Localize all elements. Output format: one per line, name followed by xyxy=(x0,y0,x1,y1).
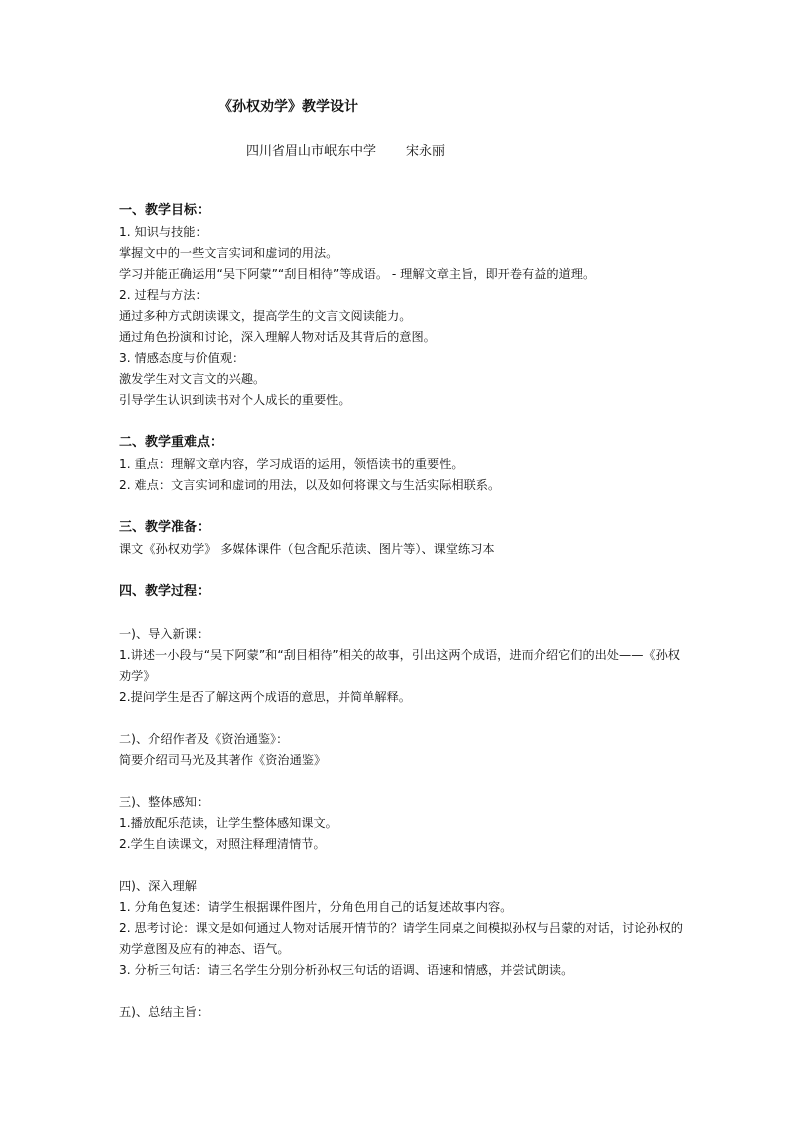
subsection-heading-summary: 五)、总结主旨： xyxy=(119,1005,210,1019)
subsection-heading-deep: 四)、深入理解 xyxy=(119,879,197,893)
section-heading-key-points: 二、教学重难点： xyxy=(119,435,224,450)
section-heading-objectives: 一、教学目标： xyxy=(119,203,211,218)
document-title: 《孙权劝学》教学设计 xyxy=(218,99,358,115)
deep-line: 3. 分析三句话：请三名学生分别分析孙权三句话的语调、语速和情感，并尝试朗读。 xyxy=(119,963,574,977)
overall-line: 1.播放配乐范读，让学生整体感知课文。 xyxy=(119,816,338,830)
intro-line: 2.提问学生是否了解这两个成语的意思，并简单解释。 xyxy=(119,690,411,704)
key-points-line: 1. 重点：理解文章内容，学习成语的运用，领悟读书的重要性。 xyxy=(119,457,464,471)
spacer xyxy=(119,603,689,624)
key-points-line: 2. 难点：文言实词和虚词的用法，以及如何将课文与生活实际相联系。 xyxy=(119,478,501,492)
deep-line: 2. 思考讨论：课文是如何通过人物对话展开情节的？请学生同桌之间模拟孙权与吕蒙的对话，讨论孙权的劝学意图及应有的神态、语气。 xyxy=(119,921,683,956)
spacer xyxy=(119,855,689,876)
author-name: 宋永丽 xyxy=(406,144,446,159)
section-heading-preparation: 三、教学准备： xyxy=(119,520,211,535)
overall-line: 2.学生自读课文，对照注释理清情节。 xyxy=(119,837,326,851)
objectives-line: 通过多种方式朗读课文，提高学生的文言文阅读能力。 xyxy=(119,309,412,323)
subsection-heading-overall: 三)、整体感知： xyxy=(119,795,210,809)
section-heading-process: 四、教学过程： xyxy=(119,584,211,599)
objectives-line: 掌握文中的一些文言实词和虚词的用法。 xyxy=(119,246,339,260)
spacer xyxy=(119,981,689,1002)
spacer xyxy=(119,708,689,729)
document-body xyxy=(119,200,689,1023)
preparation-line: 课文《孙权劝学》 多媒体课件（包含配乐范读、图片等）、课堂练习本 xyxy=(119,542,495,556)
spacer xyxy=(119,771,689,792)
subsection-heading-author-intro: 二)、介绍作者及《资治通鉴》： xyxy=(119,732,289,746)
spacer xyxy=(119,411,689,432)
objectives-line: 3. 情感态度与价值观： xyxy=(119,351,245,365)
deep-line: 1. 分角色复述：请学生根据课件图片，分角色用自己的话复述故事内容。 xyxy=(119,900,513,914)
spacer xyxy=(119,560,689,581)
objectives-line: 学习并能正确运用“吴下阿蒙”“刮目相待”等成语。 - 理解文章主旨，即开卷有益的道理。 xyxy=(119,267,596,281)
intro-line: 1.讲述一小段与“吴下阿蒙”和“刮目相待”相关的故事，引出这两个成语，进而介绍它们的出处——《孙权劝学》 xyxy=(119,648,680,683)
objectives-line: 引导学生认识到读书对个人成长的重要性。 xyxy=(119,393,351,407)
author-school: 四川省眉山市岷东中学 xyxy=(246,144,377,159)
author-line xyxy=(246,140,445,159)
objectives-line: 1. 知识与技能： xyxy=(119,225,208,239)
author-intro-line: 简要介绍司马光及其著作《资治通鉴》 xyxy=(119,753,327,767)
objectives-line: 2. 过程与方法： xyxy=(119,288,208,302)
subsection-heading-intro: 一)、导入新课： xyxy=(119,627,210,641)
spacer xyxy=(119,496,689,517)
objectives-line: 通过角色扮演和讨论，深入理解人物对话及其背后的意图。 xyxy=(119,330,436,344)
objectives-line: 激发学生对文言文的兴趣。 xyxy=(119,372,266,386)
